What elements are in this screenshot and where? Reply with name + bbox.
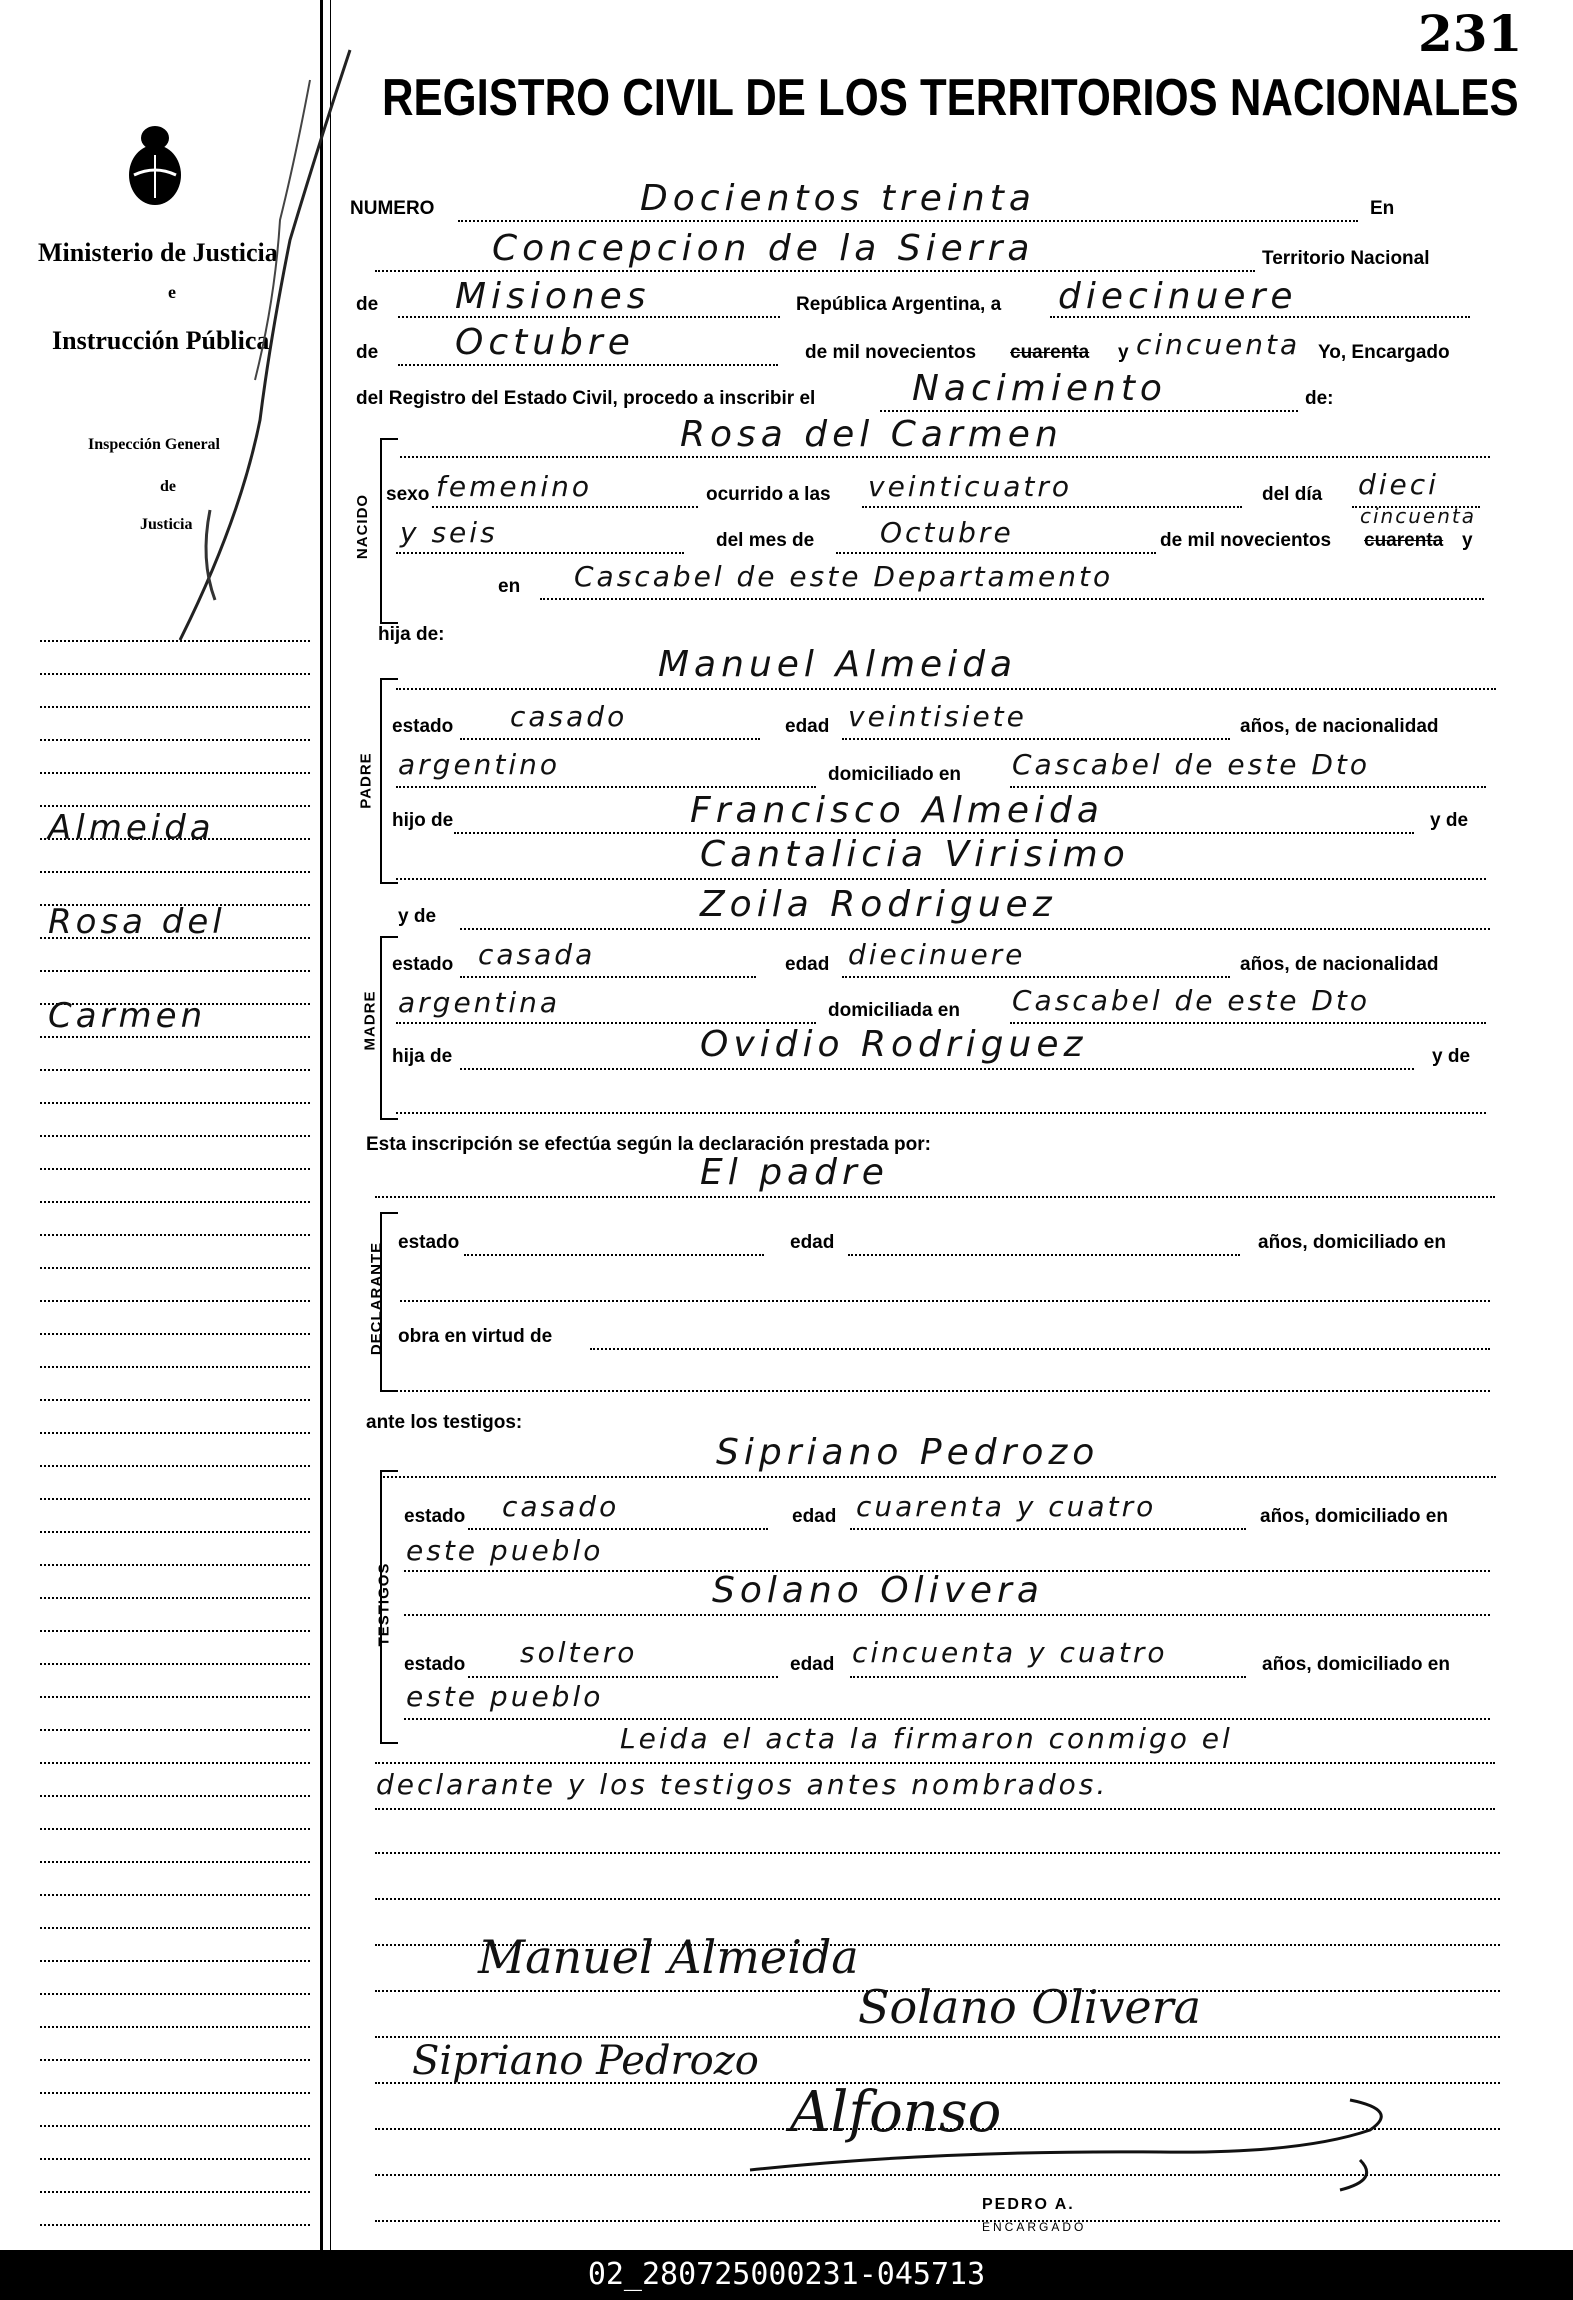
padre-hijo-de-label: hijo de [392,810,454,831]
signature-encargado: Alfonso [790,2080,1002,2145]
testigos-side-label: TESTIGOS [375,1562,393,1647]
yo-label: Yo, Encargado [1318,342,1450,363]
sexo-value: femenino [436,470,592,503]
madre-y-de-label: y de [398,906,437,927]
declaracion-label: Esta inscripción se efectúa según la declaración prestada por: [366,1134,931,1155]
nombre-value: Rosa del Carmen [680,414,1063,455]
testigo1-nombre: Sipriano Pedrozo [716,1432,1100,1473]
dia-value: diecinuere [1058,276,1298,317]
mil2-label: de mil novecientos [1160,530,1332,551]
acto-value: Nacimiento [912,368,1167,409]
margin-given-2: Carmen [48,996,207,1036]
padre-label: PADRE [357,752,375,809]
padre-estado: casado [510,700,628,733]
signature-testigo-2: Solano Olivera [858,1980,1202,2034]
hora-value: veinticuatro [868,470,1072,503]
document-title: REGISTRO CIVIL DE LOS TERRITORIOS NACIONALES [382,69,1519,127]
hija-de-label: hija de: [378,624,445,645]
padre-y-de-label: y de [1430,810,1469,831]
cuarenta-struck: cuarenta [1010,342,1090,363]
nacido-label: NACIDO [354,493,372,560]
territorio-value: Misiones [455,276,651,317]
page-number: 231 [1418,4,1523,63]
nota-linea-1: Leida el acta la firmaron conmigo el [620,1722,1233,1755]
inspection-line-1: Inspección General [88,436,220,453]
numero-value: Docientos treinta [640,178,1036,219]
dia-nac-value: dieci [1358,468,1439,501]
madre-label: MADRE [361,990,379,1051]
testigo1-domicilio: este pueblo [406,1534,604,1567]
de-colon-label: de: [1305,388,1334,409]
localidad-value: Concepcion de la Sierra [492,228,1035,269]
en2-label: en [498,576,521,597]
testigo1-estado: casado [502,1490,620,1523]
margin-scribble [80,40,360,660]
t1-edad-label: edad [792,1506,837,1527]
padre-padre: Francisco Almeida [690,790,1104,831]
madre-edad-label: edad [785,954,830,975]
sexo-label: sexo [386,484,430,505]
margin-surname: Almeida [48,808,215,848]
de-label-1: de [356,294,379,315]
madre-y-de-end: y de [1432,1046,1471,1067]
madre-edad: diecinuere [848,938,1026,971]
t1-estado-label: estado [404,1506,466,1527]
t2-anos-label: años, domiciliado en [1262,1654,1450,1675]
cuarenta2-struck: cuarenta [1364,530,1444,551]
stamp-name: PEDRO A. [982,2196,1075,2213]
testigo2-domicilio: este pueblo [406,1680,604,1713]
stamp-title: ENCARGADO [982,2220,1087,2234]
madre-estado: casada [478,938,596,971]
testigo2-edad: cincuenta y cuatro [852,1636,1168,1669]
madre-domicilio: Cascabel de este Dto [1012,984,1371,1017]
madre-hija-de-label: hija de [392,1046,453,1067]
registro-label: del Registro del Estado Civil, procedo a inscribir el [356,388,816,409]
obra-label: obra en virtud de [398,1326,553,1347]
lugar-nac-value: Cascabel de este Departamento [574,560,1114,593]
decl-estado-label: estado [398,1232,460,1253]
padre-madre: Cantalicia Virisimo [700,834,1130,875]
y-label: y [1118,342,1129,363]
nacido-bracket [380,438,398,624]
signature-flourish [740,2090,1390,2200]
ministry-line-1: Ministerio de Justicia [38,238,278,267]
testigos-label: ante los testigos: [366,1412,523,1433]
testigo2-estado: soltero [520,1636,638,1669]
madre-estado-label: estado [392,954,454,975]
padre-edad: veintisiete [848,700,1027,733]
decl-edad-label: edad [790,1232,835,1253]
republica-label: República Argentina, a [796,294,1002,315]
numero-label: NUMERO [350,198,435,219]
decl-anos-label: años, domiciliado en [1258,1232,1446,1253]
padre-bracket [380,678,398,884]
padre-anos-label: años, de nacionalidad [1240,716,1439,737]
del-dia-label: del día [1262,484,1323,505]
declarante-nombre: El padre [700,1152,889,1193]
ministry-line-3: Instrucción Pública [52,326,270,355]
madre-anos-label: años, de nacionalidad [1240,954,1439,975]
de-label-2: de [356,342,379,363]
t1-anos-label: años, domiciliado en [1260,1506,1448,1527]
anio-value: cincuenta [1136,328,1301,361]
declarante-label: DECLARANTE [368,1241,386,1356]
anio-nac-value: cincuenta [1360,504,1476,528]
mil-label: de mil novecientos [805,342,977,363]
ministry-line-2: e [168,282,176,302]
testigo2-nombre: Solano Olivera [712,1570,1044,1611]
padre-dom-label: domiciliado en [828,764,962,785]
dia-nac-cont: y seis [400,516,498,549]
padre-nacionalidad: argentino [398,748,561,781]
padre-nombre: Manuel Almeida [658,644,1018,685]
padre-edad-label: edad [785,716,830,737]
madre-padre: Ovidio Rodriguez [700,1024,1088,1065]
mes-nac-value: Octubre [880,516,1014,549]
en-label: En [1370,198,1395,219]
madre-nacionalidad: argentina [398,986,561,1019]
t2-estado-label: estado [404,1654,466,1675]
madre-nombre: Zoila Rodriguez [700,884,1057,925]
inspection-line-3: Justicia [140,516,193,533]
file-id-bar: 02_280725000231-045713 [0,2250,1573,2300]
padre-domicilio: Cascabel de este Dto [1012,748,1371,781]
padre-estado-label: estado [392,716,454,737]
nota-linea-2: declarante y los testigos antes nombrados. [376,1768,1109,1801]
del-mes-label: del mes de [716,530,815,551]
margin-given-1: Rosa del [48,902,226,942]
y2-label: y [1462,530,1473,551]
signature-testigo-1: Sipriano Pedrozo [412,2038,759,2084]
ocurrido-label: ocurrido a las [706,484,831,505]
signature-padre: Manuel Almeida [478,1930,859,1984]
territorio-label: Territorio Nacional [1262,248,1430,269]
inspection-line-2: de [160,478,176,495]
t2-edad-label: edad [790,1654,835,1675]
madre-dom-label: domiciliada en [828,1000,960,1021]
testigo1-edad: cuarenta y cuatro [856,1490,1157,1523]
mes-value: Octubre [455,322,635,363]
